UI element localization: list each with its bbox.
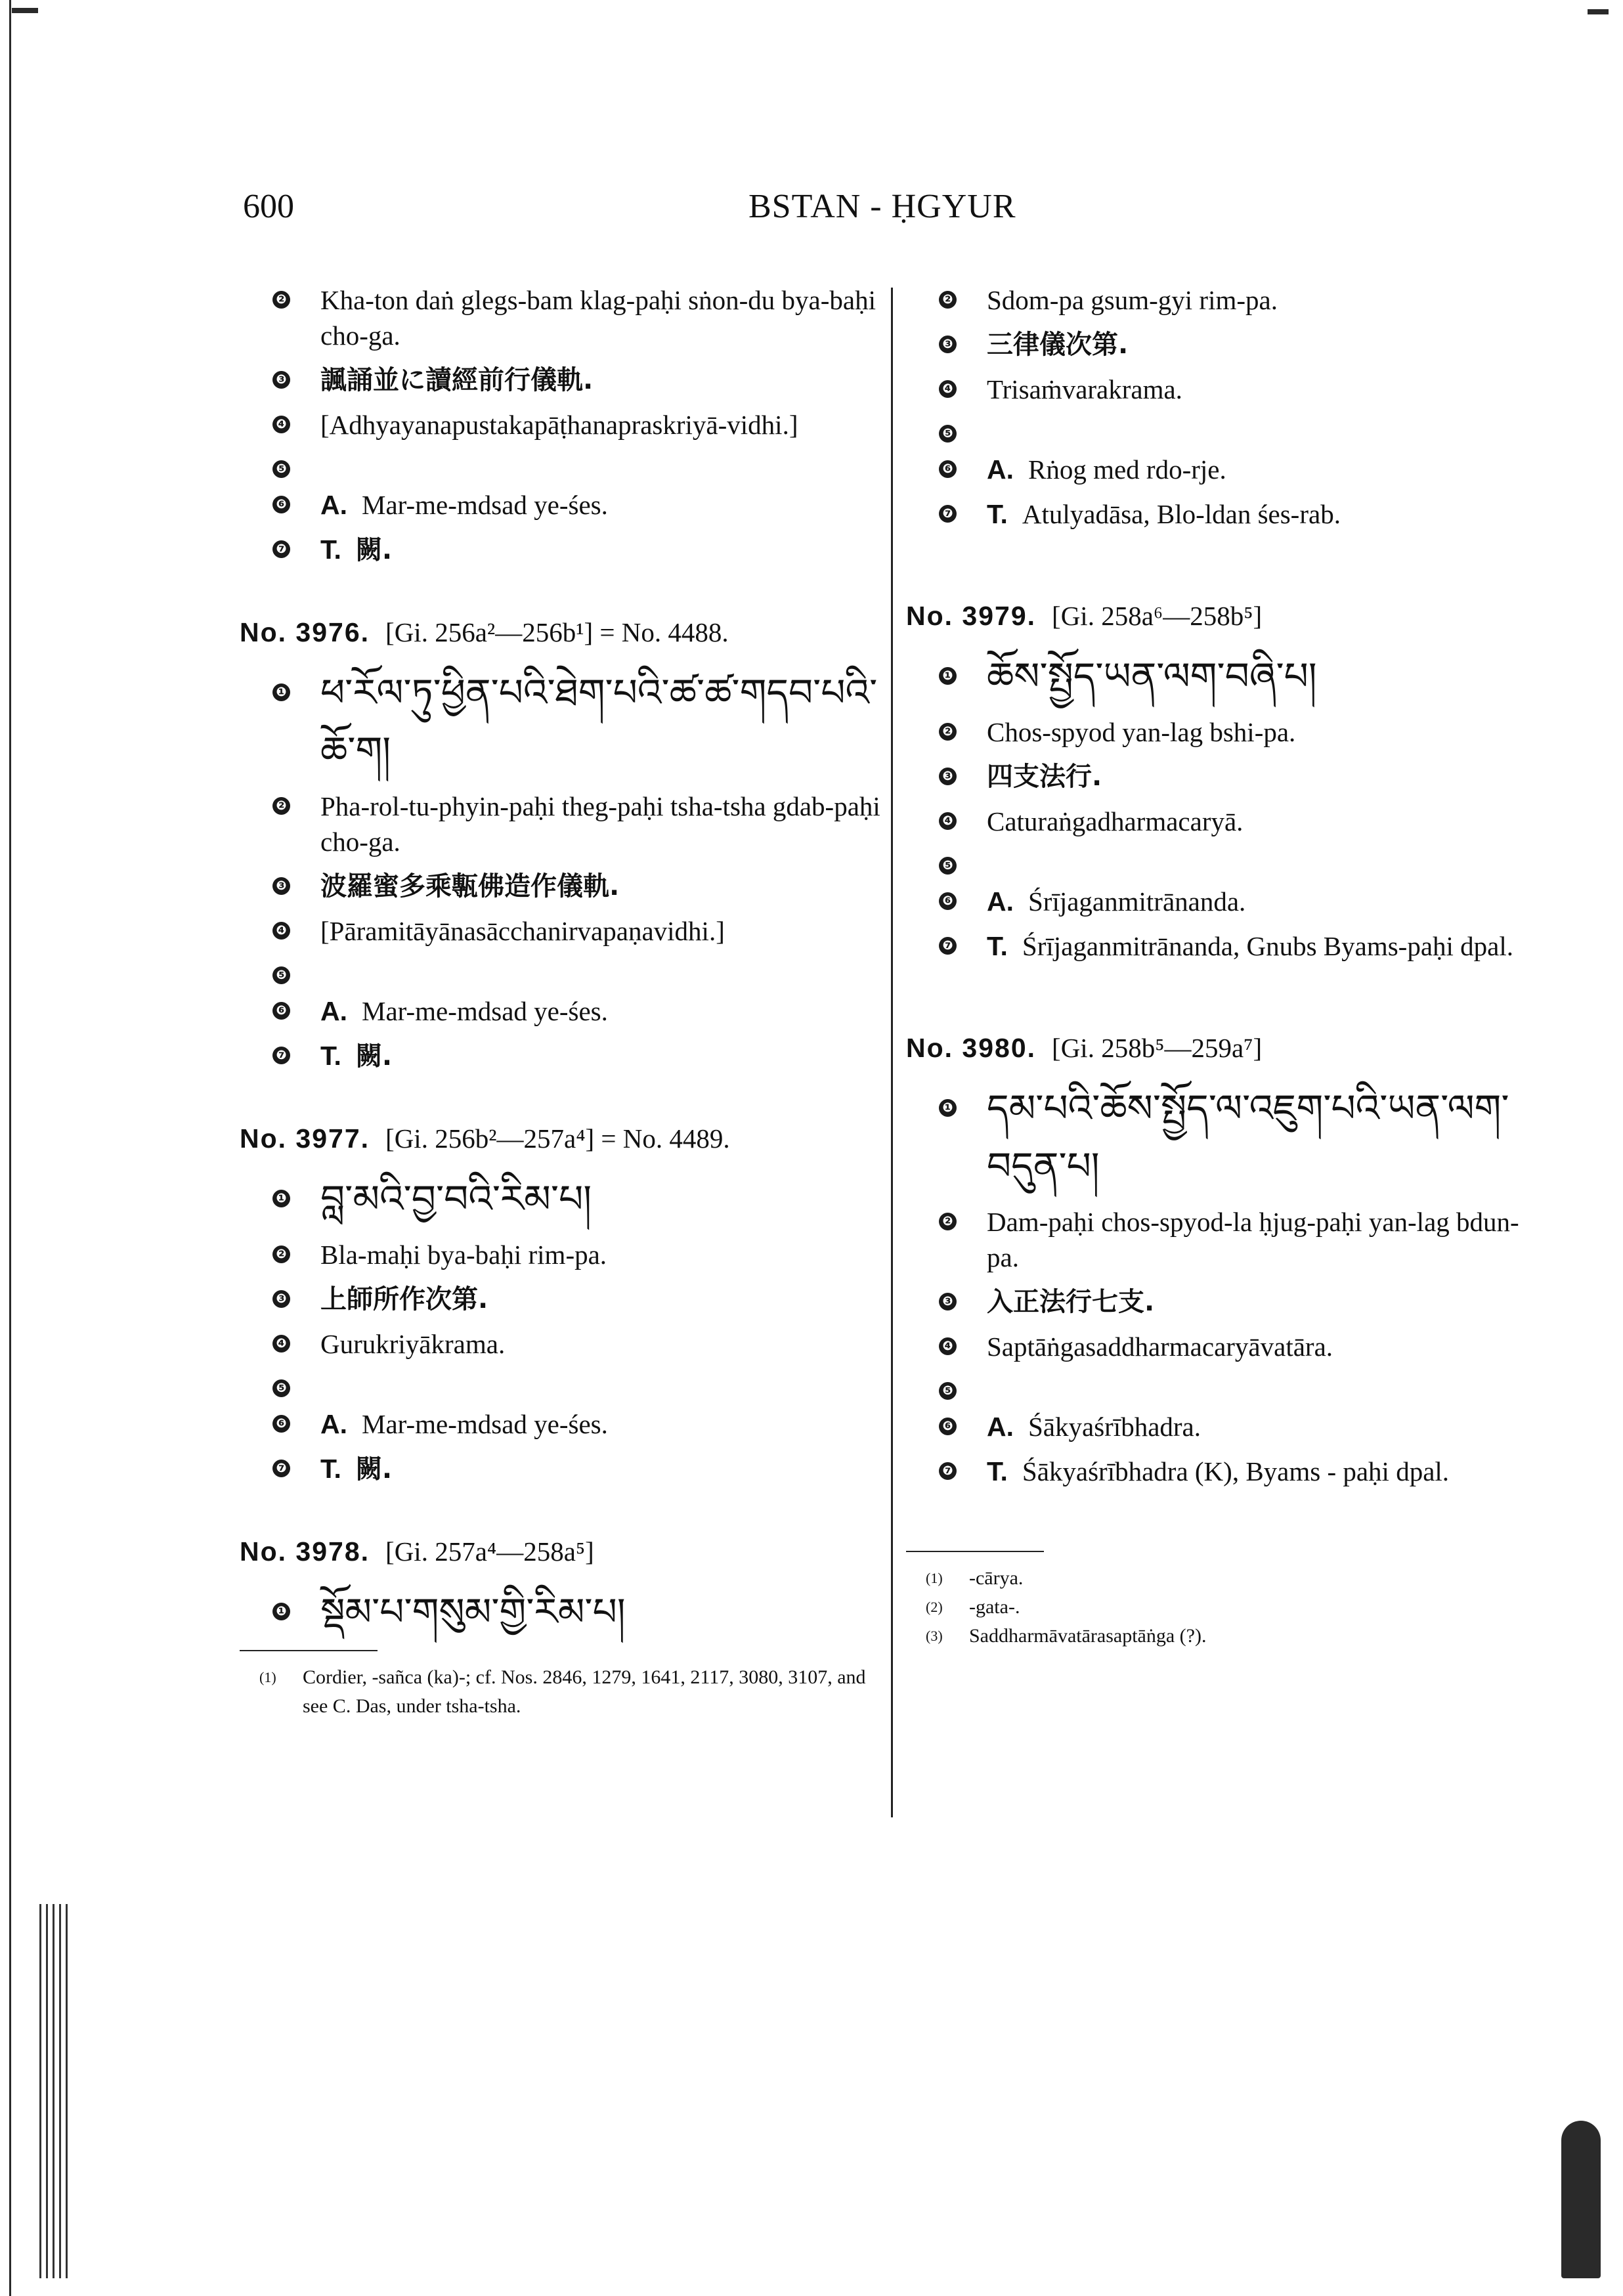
tibetan-title-translit: Dam-paḥi chos-spyod-la ḥjug-paḥi yan-lag bdun-pa. xyxy=(987,1207,1519,1272)
chinese-title: 入正法行七支. xyxy=(987,1287,1155,1317)
circled-1-marker: ❶ xyxy=(939,1099,957,1117)
footnote-3 xyxy=(906,1622,1536,1651)
entry-line-3 xyxy=(906,1284,1536,1320)
chinese-title: 四支法行. xyxy=(987,762,1102,792)
sanskrit-title: Trisaṁvarakrama. xyxy=(987,374,1182,404)
left-column xyxy=(240,282,883,1721)
entry-3978-continued xyxy=(906,282,1536,532)
entry-line-7 xyxy=(906,928,1536,964)
circled-2-marker: ❷ xyxy=(939,1213,957,1230)
entry-number: No. 3979. xyxy=(906,601,1037,631)
circled-3-marker: ❸ xyxy=(272,1290,290,1308)
entry-3977 xyxy=(240,1123,883,1487)
scan-left-edge xyxy=(9,0,11,2296)
circled-6-marker: ❻ xyxy=(939,1418,957,1435)
entry-number: No. 3976. xyxy=(240,617,370,647)
entry-heading xyxy=(906,1032,1536,1064)
entry-number: No. 3980. xyxy=(906,1033,1037,1063)
chinese-title: 上師所作次第. xyxy=(320,1284,488,1314)
entry-heading xyxy=(240,1536,883,1567)
circled-6-marker: ❻ xyxy=(939,892,957,910)
entry-line-2 xyxy=(906,1204,1536,1275)
circled-3-marker: ❸ xyxy=(939,1293,957,1310)
circled-3-marker: ❸ xyxy=(272,371,290,389)
chinese-title: 諷誦並に讀經前行儀軌. xyxy=(320,365,594,395)
footnote-mark: (3) xyxy=(926,1628,943,1644)
circled-6-marker: ❻ xyxy=(939,460,957,478)
scan-binding-marks xyxy=(39,1904,71,2278)
tibetan-title: ཕ་རོལ་ཏུ་ཕྱིན་པའི་ཐེག་པའི་ཚ་ཚ་གདབ་པའི་ཆོ་ག། xyxy=(320,670,878,773)
scan-smudge-bottom-right xyxy=(1561,2121,1601,2278)
footnote-1 xyxy=(906,1564,1536,1593)
footnote-mark: (1) xyxy=(926,1570,943,1586)
circled-7-marker: ❼ xyxy=(939,1462,957,1480)
entry-3980 xyxy=(906,1032,1536,1489)
circled-5-marker: ❺ xyxy=(272,1379,290,1397)
circled-4-marker: ❹ xyxy=(939,812,957,830)
chinese-title: 三律儀次第. xyxy=(987,330,1129,360)
entry-line-3 xyxy=(906,327,1536,362)
translator: Śrījaganmitrānanda, Gnubs Byams-paḥi dpal. xyxy=(1022,931,1513,961)
author: Mar-me-mdsad ye-śes. xyxy=(362,490,608,520)
author-label: A. xyxy=(320,490,347,520)
entry-line-6 xyxy=(240,1406,883,1442)
footnote-text: Saddharmāvatārasaptāṅga (?). xyxy=(969,1625,1207,1647)
footnote-rule xyxy=(240,1650,378,1651)
circled-2-marker: ❷ xyxy=(272,1245,290,1263)
entry-line-1 xyxy=(906,1079,1536,1195)
translator-label: T. xyxy=(987,499,1008,529)
author-label: A. xyxy=(320,1409,347,1439)
tibetan-title: བླ་མའི་བྱ་བའི་རིམ་པ། xyxy=(320,1177,592,1221)
entry-number: No. 3977. xyxy=(240,1123,370,1154)
chinese-title: 波羅蜜多乘甎佛造作儀軌. xyxy=(320,871,620,901)
entry-line-5 xyxy=(906,848,1536,875)
sanskrit-title: Caturaṅgadharmacaryā. xyxy=(987,806,1244,836)
footnote-2 xyxy=(906,1593,1536,1622)
entry-reference: [Gi. 257a⁴—258a⁵] xyxy=(385,1536,594,1567)
circled-3-marker: ❸ xyxy=(939,768,957,785)
circled-6-marker: ❻ xyxy=(272,496,290,513)
entry-line-2 xyxy=(240,282,883,353)
footnote-text: -cārya. xyxy=(969,1567,1024,1589)
circled-5-marker: ❺ xyxy=(939,1382,957,1400)
circled-2-marker: ❷ xyxy=(272,797,290,815)
tibetan-title-translit: Kha-ton daṅ glegs-bam klag-paḥi sṅon-du bya-baḥi cho-ga. xyxy=(320,285,876,351)
column-rule xyxy=(891,288,893,1817)
entry-line-4 xyxy=(240,913,883,949)
author: Rṅog med rdo-rje. xyxy=(1028,454,1226,485)
entry-line-3 xyxy=(240,869,883,904)
translator-label: T. xyxy=(987,931,1008,961)
sanskrit-title: Saptāṅgasaddharmacaryāvatāra. xyxy=(987,1332,1333,1362)
tibetan-title-translit: Bla-maḥi bya-baḥi rim-pa. xyxy=(320,1240,607,1270)
entry-line-3 xyxy=(240,1282,883,1317)
entry-line-4 xyxy=(240,407,883,443)
entry-heading xyxy=(906,600,1536,632)
footnote xyxy=(240,1663,883,1721)
circled-5-marker: ❺ xyxy=(939,857,957,875)
entry-line-1 xyxy=(240,1583,883,1641)
circled-6-marker: ❻ xyxy=(272,1415,290,1433)
entry-line-5 xyxy=(240,1371,883,1397)
translator: 闕. xyxy=(355,1454,393,1484)
entry-3978 xyxy=(240,1536,883,1641)
translator: Atulyadāsa, Blo-ldan śes-rab. xyxy=(1022,499,1341,529)
circled-2-marker: ❷ xyxy=(939,723,957,741)
circled-4-marker: ❹ xyxy=(939,1337,957,1355)
entry-line-4 xyxy=(906,804,1536,839)
entry-heading xyxy=(240,617,883,648)
translator-label: T. xyxy=(320,1454,341,1484)
entry-line-2 xyxy=(906,714,1536,750)
circled-3-marker: ❸ xyxy=(939,336,957,353)
circled-4-marker: ❹ xyxy=(272,1335,290,1353)
circled-5-marker: ❺ xyxy=(272,460,290,478)
author-label: A. xyxy=(987,886,1014,917)
scan-corner-mark-top-left xyxy=(12,8,38,13)
footnote-text: Cordier, -sañca (ka)-; cf. Nos. 2846, 1279, 1641, 2117, 3080, 3107, and see C. Das, under tsha-tsha. xyxy=(303,1666,866,1717)
circled-7-marker: ❼ xyxy=(272,1047,290,1064)
translator-label: T. xyxy=(320,534,341,565)
entry-line-3 xyxy=(240,362,883,398)
circled-3-marker: ❸ xyxy=(272,877,290,895)
author: Śākyaśrībhadra. xyxy=(1028,1412,1201,1442)
sanskrit-title: [Adhyayanapustakapāṭhanapraskriyā-vidhi.] xyxy=(320,410,798,440)
scan-corner-mark-top-right xyxy=(1588,9,1609,14)
entry-line-1 xyxy=(240,1170,883,1228)
author: Mar-me-mdsad ye-śes. xyxy=(362,996,608,1026)
circled-1-marker: ❶ xyxy=(939,667,957,685)
entry-reference: [Gi. 258b⁵—259a⁷] xyxy=(1052,1033,1263,1063)
circled-6-marker: ❻ xyxy=(272,1002,290,1020)
entry-line-2 xyxy=(240,789,883,859)
circled-1-marker: ❶ xyxy=(272,683,290,701)
footnote-mark: (2) xyxy=(926,1599,943,1615)
translator-label: T. xyxy=(987,1456,1008,1486)
entry-line-3 xyxy=(906,759,1536,794)
entry-line-2 xyxy=(906,282,1536,318)
entry-number: No. 3978. xyxy=(240,1536,370,1567)
circled-7-marker: ❼ xyxy=(939,505,957,523)
entry-line-7 xyxy=(240,532,883,568)
author: Śrījaganmitrānanda. xyxy=(1028,886,1246,917)
author: Mar-me-mdsad ye-śes. xyxy=(362,1409,608,1439)
entry-line-4 xyxy=(906,372,1536,407)
circled-1-marker: ❶ xyxy=(272,1603,290,1620)
entry-line-6 xyxy=(906,884,1536,919)
right-column xyxy=(906,282,1536,1651)
entry-reference: [Gi. 256b²—257a⁴] = No. 4489. xyxy=(385,1123,730,1154)
tibetan-title: ཆོས་སྤྱོད་ཡན་ལག་བཞི་པ། xyxy=(987,654,1317,699)
translator: 闕. xyxy=(355,535,393,565)
entry-line-5 xyxy=(906,416,1536,443)
circled-2-marker: ❷ xyxy=(939,291,957,309)
entry-line-5 xyxy=(240,452,883,478)
entry-line-2 xyxy=(240,1237,883,1272)
entry-line-6 xyxy=(240,487,883,523)
tibetan-title-translit: Chos-spyod yan-lag bshi-pa. xyxy=(987,717,1296,747)
entry-heading xyxy=(240,1123,883,1154)
author-label: A. xyxy=(320,996,347,1026)
circled-4-marker: ❹ xyxy=(272,922,290,940)
circled-7-marker: ❼ xyxy=(939,937,957,955)
circled-1-marker: ❶ xyxy=(272,1190,290,1207)
entry-3975-continued xyxy=(240,282,883,568)
entry-line-4 xyxy=(906,1329,1536,1364)
entry-line-4 xyxy=(240,1326,883,1362)
entry-line-7 xyxy=(240,1038,883,1074)
circled-5-marker: ❺ xyxy=(272,966,290,984)
sanskrit-title: [Pāramitāyānasācchanirvapaṇavidhi.] xyxy=(320,916,725,946)
entry-line-6 xyxy=(906,452,1536,487)
entry-line-7 xyxy=(906,496,1536,532)
entry-line-7 xyxy=(240,1451,883,1487)
entry-line-5 xyxy=(906,1374,1536,1400)
circled-4-marker: ❹ xyxy=(272,416,290,433)
circled-4-marker: ❹ xyxy=(939,380,957,398)
tibetan-title-translit: Sdom-pa gsum-gyi rim-pa. xyxy=(987,285,1278,315)
translator-label: T. xyxy=(320,1041,341,1071)
entry-line-1 xyxy=(906,647,1536,705)
translator: 闕. xyxy=(355,1041,393,1072)
entry-line-7 xyxy=(906,1454,1536,1489)
entry-reference: [Gi. 258a⁶—258b⁵] xyxy=(1052,601,1263,631)
footnote-mark: (1) xyxy=(259,1669,276,1685)
entry-3976 xyxy=(240,617,883,1074)
entry-line-6 xyxy=(240,993,883,1029)
footnote-text: -gata-. xyxy=(969,1596,1020,1618)
tibetan-title: དམ་པའི་ཆོས་སྤྱོད་ལ་འཇུག་པའི་ཡན་ལག་བདུན་པ། xyxy=(987,1086,1509,1188)
page-number: 600 xyxy=(243,188,294,225)
sanskrit-title: Gurukriyākrama. xyxy=(320,1329,506,1359)
author-label: A. xyxy=(987,454,1014,485)
circled-2-marker: ❷ xyxy=(272,291,290,309)
circled-7-marker: ❼ xyxy=(272,540,290,558)
entry-3979 xyxy=(906,600,1536,964)
circled-5-marker: ❺ xyxy=(939,425,957,443)
running-title: BSTAN - ḤGYUR xyxy=(748,188,1016,225)
entry-line-5 xyxy=(240,958,883,984)
entry-reference: [Gi. 256a²—256b¹] = No. 4488. xyxy=(385,617,729,647)
circled-7-marker: ❼ xyxy=(272,1460,290,1477)
translator: Śākyaśrībhadra (K), Byams - paḥi dpal. xyxy=(1022,1456,1450,1486)
tibetan-title-translit: Pha-rol-tu-phyin-paḥi theg-paḥi tsha-tsha gdab-paḥi cho-ga. xyxy=(320,791,880,857)
author-label: A. xyxy=(987,1412,1014,1442)
tibetan-title: སྡོམ་པ་གསུམ་གྱི་རིམ་པ། xyxy=(320,1590,626,1634)
entry-line-1 xyxy=(240,664,883,779)
entry-line-6 xyxy=(906,1409,1536,1444)
footnote-rule xyxy=(906,1551,1044,1552)
